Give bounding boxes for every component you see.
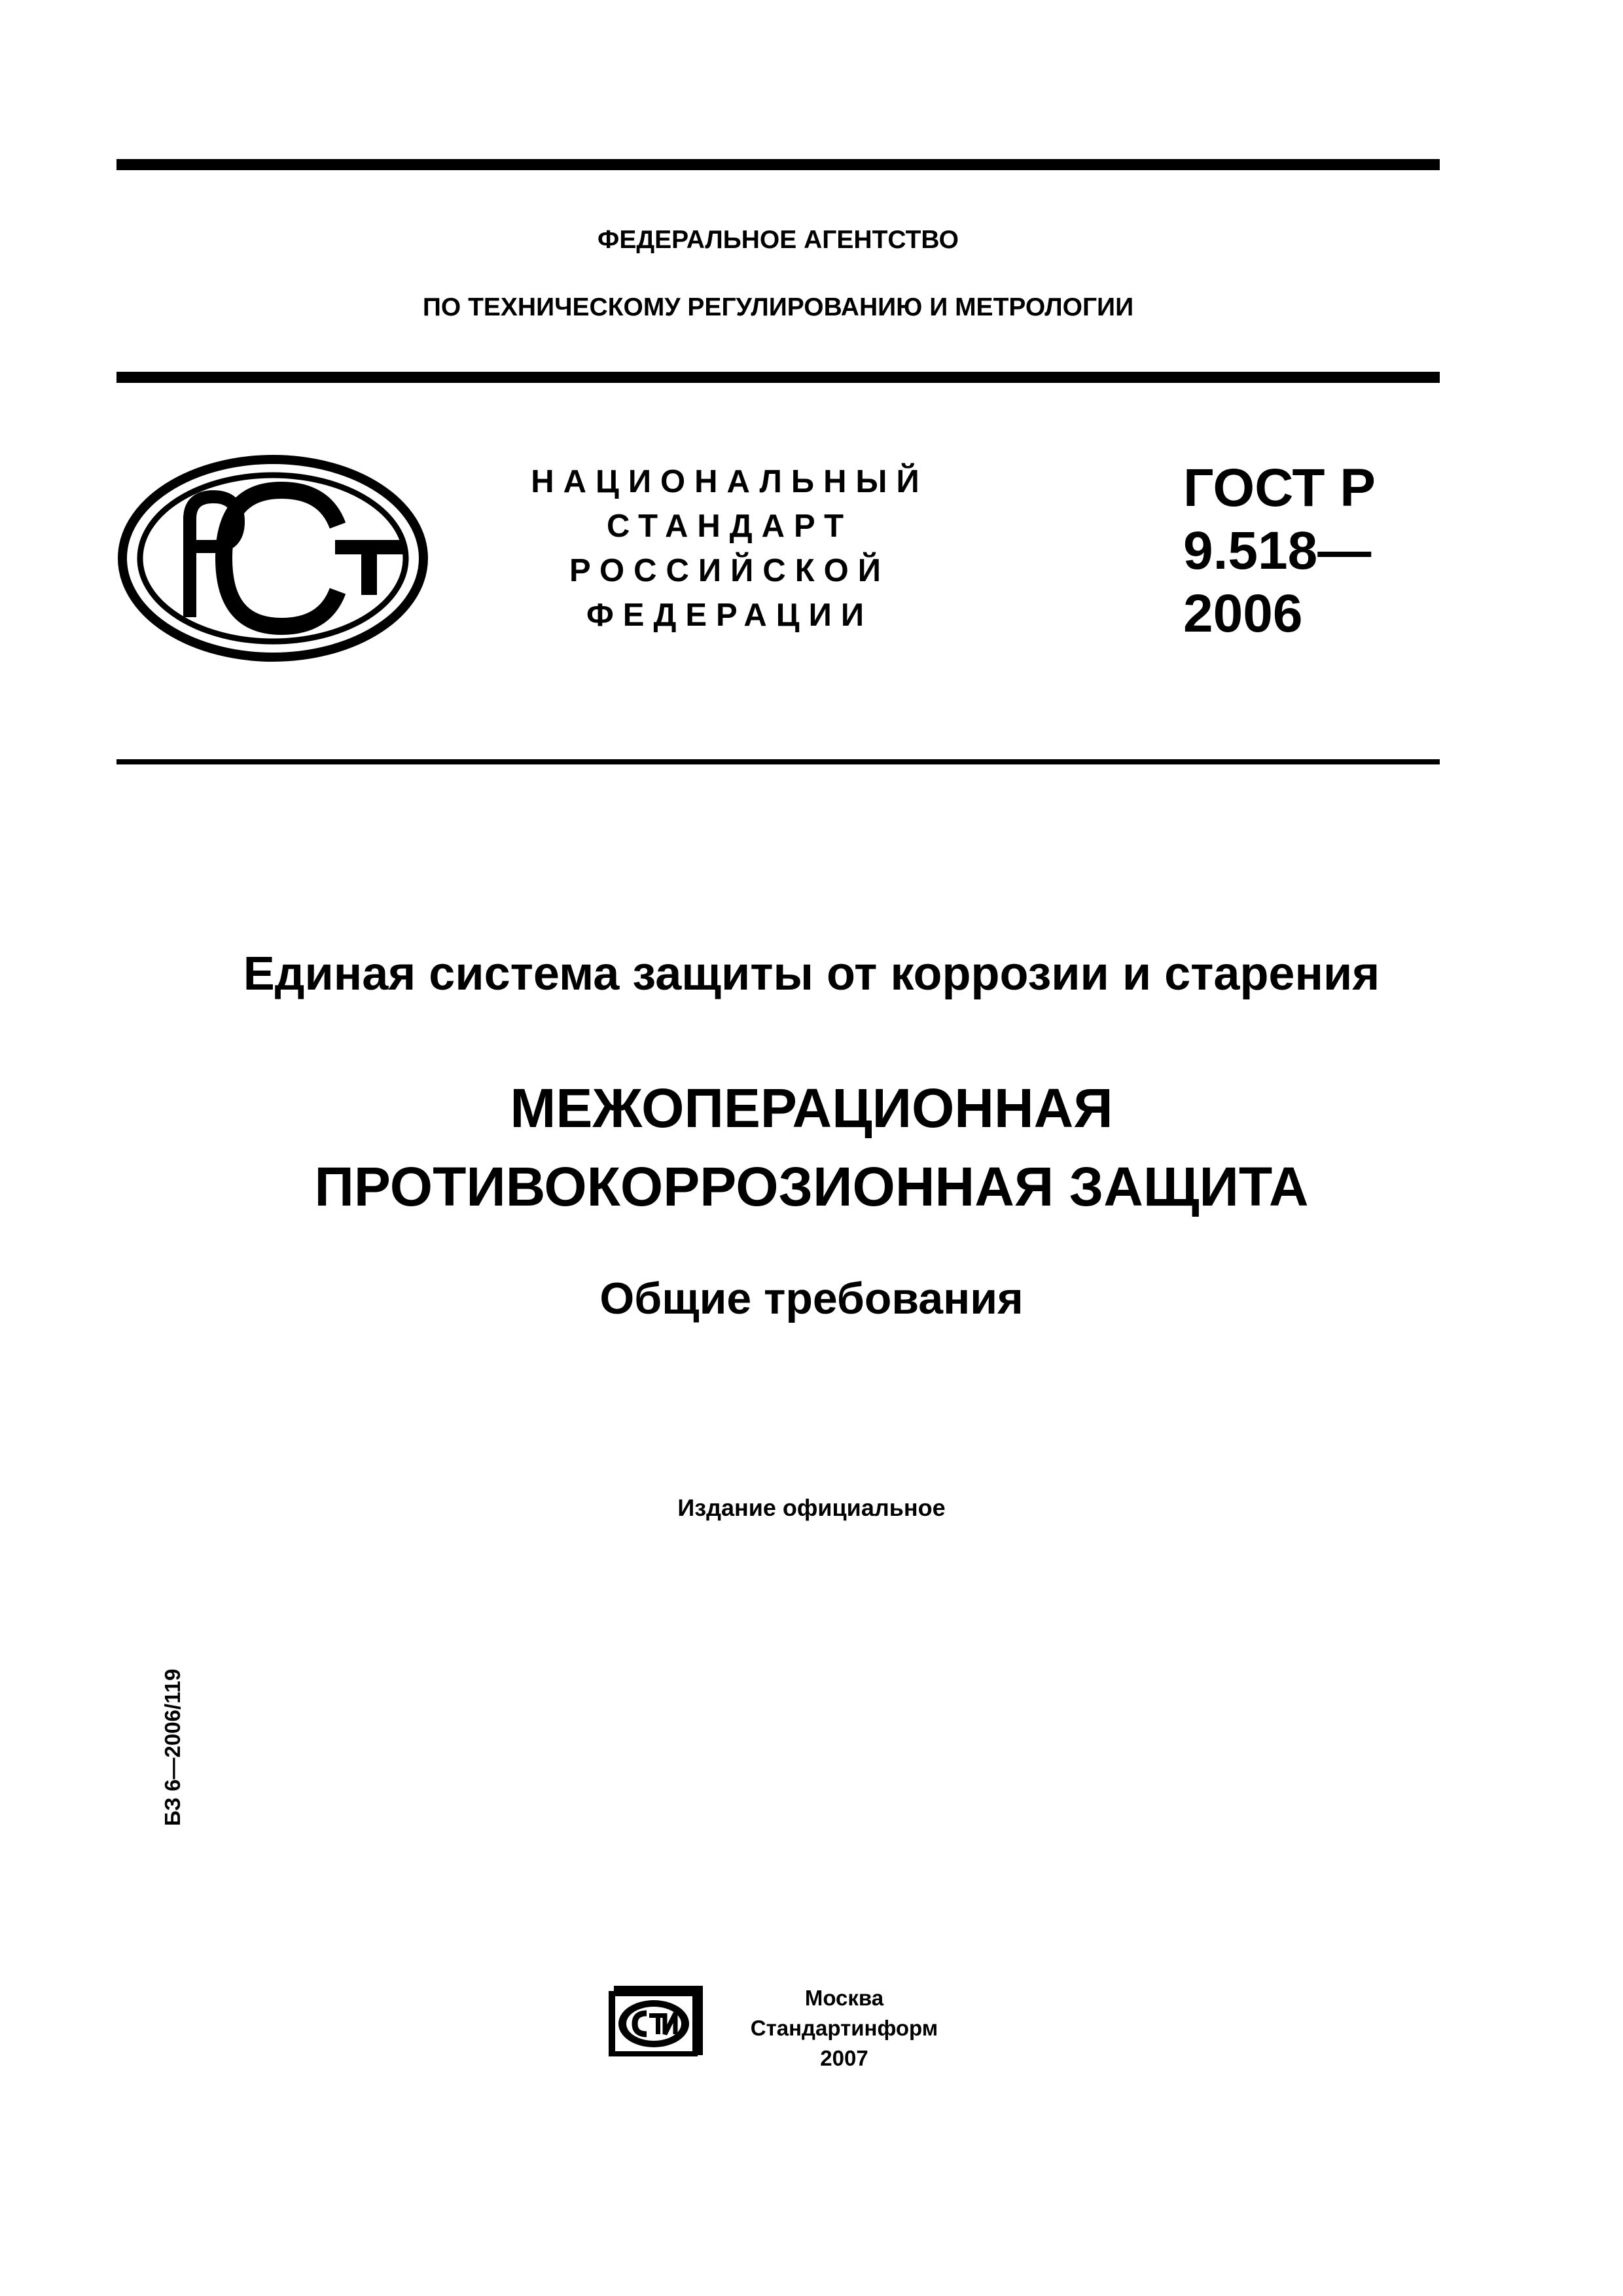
header-rule [116,372,1440,383]
series-title: Единая система защиты от коррозии и старения [243,948,1380,1000]
edition-label: Издание официальное [677,1494,946,1521]
agency-line-1: ФЕДЕРАЛЬНОЕ АГЕНТСТВО [597,226,959,254]
subtitle: Общие требования [599,1274,1024,1323]
main-title-line-2: ПРОТИВОКОРРОЗИОННАЯ ЗАЩИТА [314,1156,1309,1217]
side-code: БЗ 6—2006/119 [160,1668,185,1826]
standard-type-line-4: ФЕДЕРАЦИИ [586,598,874,633]
main-title-line-1: МЕЖОПЕРАЦИОННАЯ [510,1077,1113,1139]
standard-type-line-3: РОССИЙСКОЙ [569,553,890,588]
publisher-year: 2007 [820,2046,868,2070]
designation-line-2: 9.518— [1183,521,1372,581]
rst-mark-icon [116,454,429,663]
standartinform-logo-icon [609,1983,707,2059]
standard-type-line-1: НАЦИОНАЛЬНЫЙ [531,464,929,499]
publisher-city: Москва [804,1986,884,2010]
designation-rule [116,759,1440,764]
top-rule [116,159,1440,170]
standard-type-line-2: СТАНДАРТ [606,509,853,544]
agency-line-2: ПО ТЕХНИЧЕСКОМУ РЕГУЛИРОВАНИЮ И МЕТРОЛОГИИ [422,293,1134,321]
designation-line-3: 2006 [1183,584,1303,643]
designation-line-1: ГОСТ Р [1183,458,1376,518]
publisher-name: Стандартинформ [750,2016,938,2040]
